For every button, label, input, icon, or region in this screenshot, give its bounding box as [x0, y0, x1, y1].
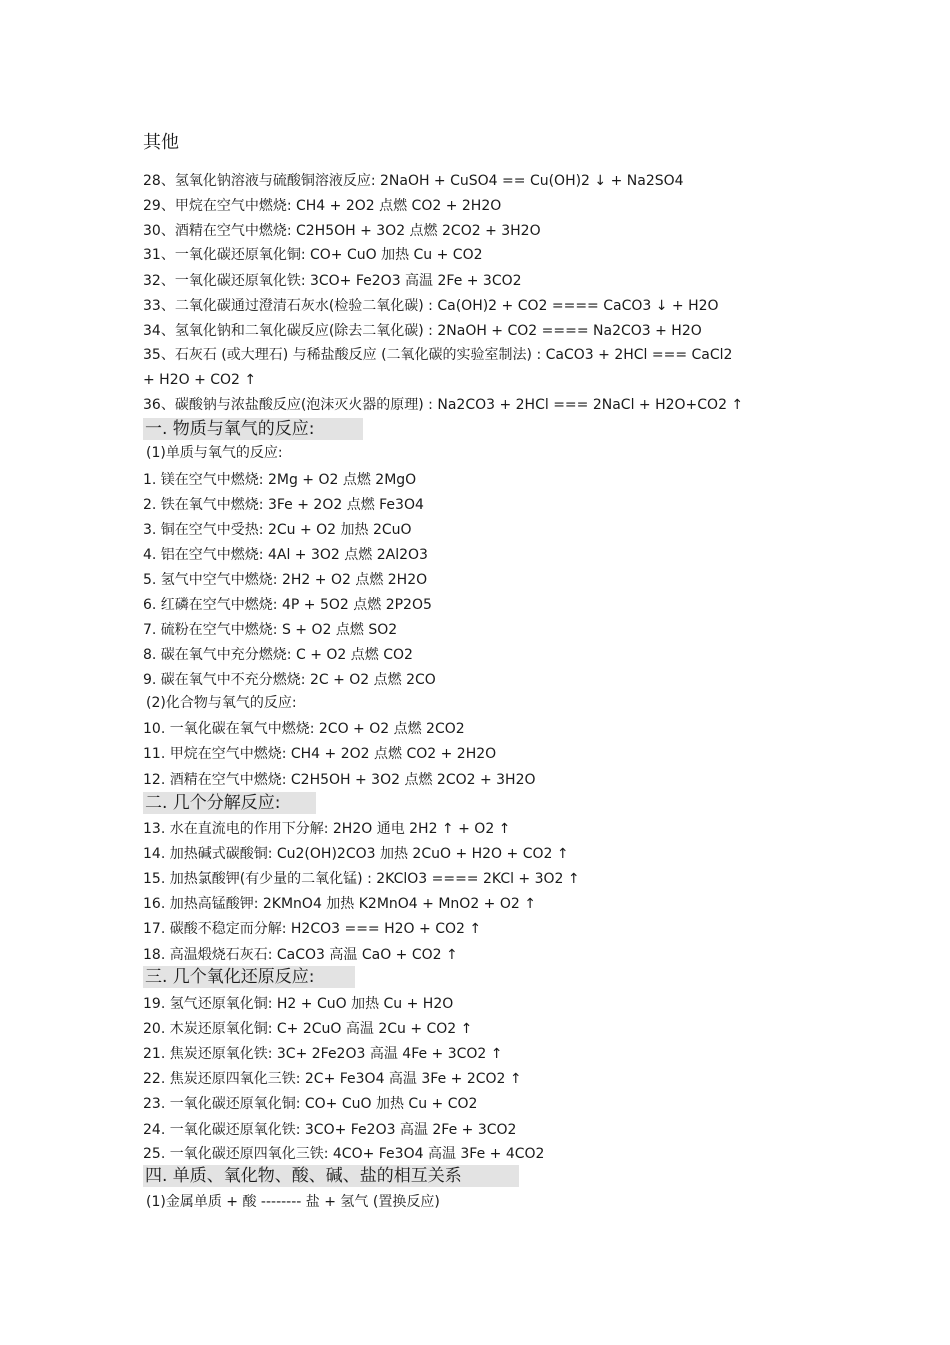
reaction-line: 36、碳酸钠与浓盐酸反应(泡沫灭火器的原理) : Na2CO3 + 2HCl === 2NaCl + H2O+CO2 ↑ [143, 397, 744, 413]
reaction-item: 7. 硫粉在空气中燃烧: S + O2 点燃 SO2 [143, 622, 398, 638]
section-heading-4: 四. 单质、氧化物、酸、碱、盐的相互关系 [143, 1165, 519, 1187]
reaction-item: 23. 一氧化碳还原氧化铜: CO+ CuO 加热 Cu + CO2 [143, 1096, 478, 1112]
reaction-line: 30、酒精在空气中燃烧: C2H5OH + 3O2 点燃 2CO2 + 3H2O [143, 223, 541, 239]
reaction-item: 2. 铁在氧气中燃烧: 3Fe + 2O2 点燃 Fe3O4 [143, 497, 424, 513]
reaction-item: 14. 加热碱式碳酸铜: Cu2(OH)2CO3 加热 2CuO + H2O + CO2 ↑ [143, 846, 569, 862]
reaction-item: 18. 高温煅烧石灰石: CaCO3 高温 CaO + CO2 ↑ [143, 947, 458, 963]
reaction-item: 10. 一氧化碳在氧气中燃烧: 2CO + O2 点燃 2CO2 [143, 721, 465, 737]
subsection-heading: (1)金属单质 + 酸 -------- 盐 + 氢气 (置换反应) [146, 1194, 440, 1210]
subsection-heading: (2)化合物与氧气的反应: [146, 695, 297, 711]
reaction-item: 20. 木炭还原氧化铜: C+ 2CuO 高温 2Cu + CO2 ↑ [143, 1021, 473, 1037]
reaction-item: 25. 一氧化碳还原四氧化三铁: 4CO+ Fe3O4 高温 3Fe + 4CO2 [143, 1146, 545, 1162]
reaction-line: 31、一氧化碳还原氧化铜: CO+ CuO 加热 Cu + CO2 [143, 247, 483, 263]
reaction-item: 22. 焦炭还原四氧化三铁: 2C+ Fe3O4 高温 3Fe + 2CO2 ↑ [143, 1071, 522, 1087]
page-title: 其他 [143, 132, 179, 153]
reaction-line: 35、石灰石 (或大理石) 与稀盐酸反应 (二氧化碳的实验室制法) : CaCO3 + 2HCl === CaCl2 [143, 347, 733, 363]
reaction-item: 17. 碳酸不稳定而分解: H2CO3 === H2O + CO2 ↑ [143, 921, 482, 937]
section-heading-2: 二. 几个分解反应: [143, 792, 316, 814]
reaction-line: 33、二氧化碳通过澄清石灰水(检验二氧化碳) : Ca(OH)2 + CO2 ==== CaCO3 ↓ + H2O [143, 298, 719, 314]
reaction-item: 13. 水在直流电的作用下分解: 2H2O 通电 2H2 ↑ + O2 ↑ [143, 821, 511, 837]
subsection-heading: (1)单质与氧气的反应: [146, 445, 283, 461]
reaction-line: 34、氢氧化钠和二氧化碳反应(除去二氧化碳) : 2NaOH + CO2 ==== Na2CO3 + H2O [143, 323, 702, 339]
section-heading-3: 三. 几个氧化还原反应: [143, 966, 355, 988]
reaction-item: 12. 酒精在空气中燃烧: C2H5OH + 3O2 点燃 2CO2 + 3H2O [143, 772, 536, 788]
reaction-item: 24. 一氧化碳还原氧化铁: 3CO+ Fe2O3 高温 2Fe + 3CO2 [143, 1122, 517, 1138]
section-heading-1: 一. 物质与氧气的反应: [143, 418, 363, 440]
reaction-item: 5. 氢气中空气中燃烧: 2H2 + O2 点燃 2H2O [143, 572, 428, 588]
reaction-line-continued: + H2O + CO2 ↑ [143, 372, 257, 388]
reaction-item: 9. 碳在氧气中不充分燃烧: 2C + O2 点燃 2CO [143, 672, 436, 688]
reaction-item: 3. 铜在空气中受热: 2Cu + O2 加热 2CuO [143, 522, 412, 538]
reaction-item: 11. 甲烷在空气中燃烧: CH4 + 2O2 点燃 CO2 + 2H2O [143, 746, 497, 762]
reaction-item: 1. 镁在空气中燃烧: 2Mg + O2 点燃 2MgO [143, 472, 417, 488]
reaction-item: 19. 氢气还原氧化铜: H2 + CuO 加热 Cu + H2O [143, 996, 454, 1012]
reaction-item: 8. 碳在氧气中充分燃烧: C + O2 点燃 CO2 [143, 647, 413, 663]
reaction-line: 32、一氧化碳还原氧化铁: 3CO+ Fe2O3 高温 2Fe + 3CO2 [143, 273, 522, 289]
reaction-item: 4. 铝在空气中燃烧: 4Al + 3O2 点燃 2Al2O3 [143, 547, 428, 563]
reaction-line: 28、氢氧化钠溶液与硫酸铜溶液反应: 2NaOH + CuSO4 == Cu(OH)2 ↓ + Na2SO4 [143, 173, 684, 189]
reaction-item: 16. 加热高锰酸钾: 2KMnO4 加热 K2MnO4 + MnO2 + O2 ↑ [143, 896, 536, 912]
reaction-line: 29、甲烷在空气中燃烧: CH4 + 2O2 点燃 CO2 + 2H2O [143, 198, 502, 214]
reaction-item: 6. 红磷在空气中燃烧: 4P + 5O2 点燃 2P2O5 [143, 597, 432, 613]
reaction-item: 21. 焦炭还原氧化铁: 3C+ 2Fe2O3 高温 4Fe + 3CO2 ↑ [143, 1046, 503, 1062]
reaction-item: 15. 加热氯酸钾(有少量的二氧化锰) : 2KClO3 ==== 2KCl + 3O2 ↑ [143, 871, 580, 887]
